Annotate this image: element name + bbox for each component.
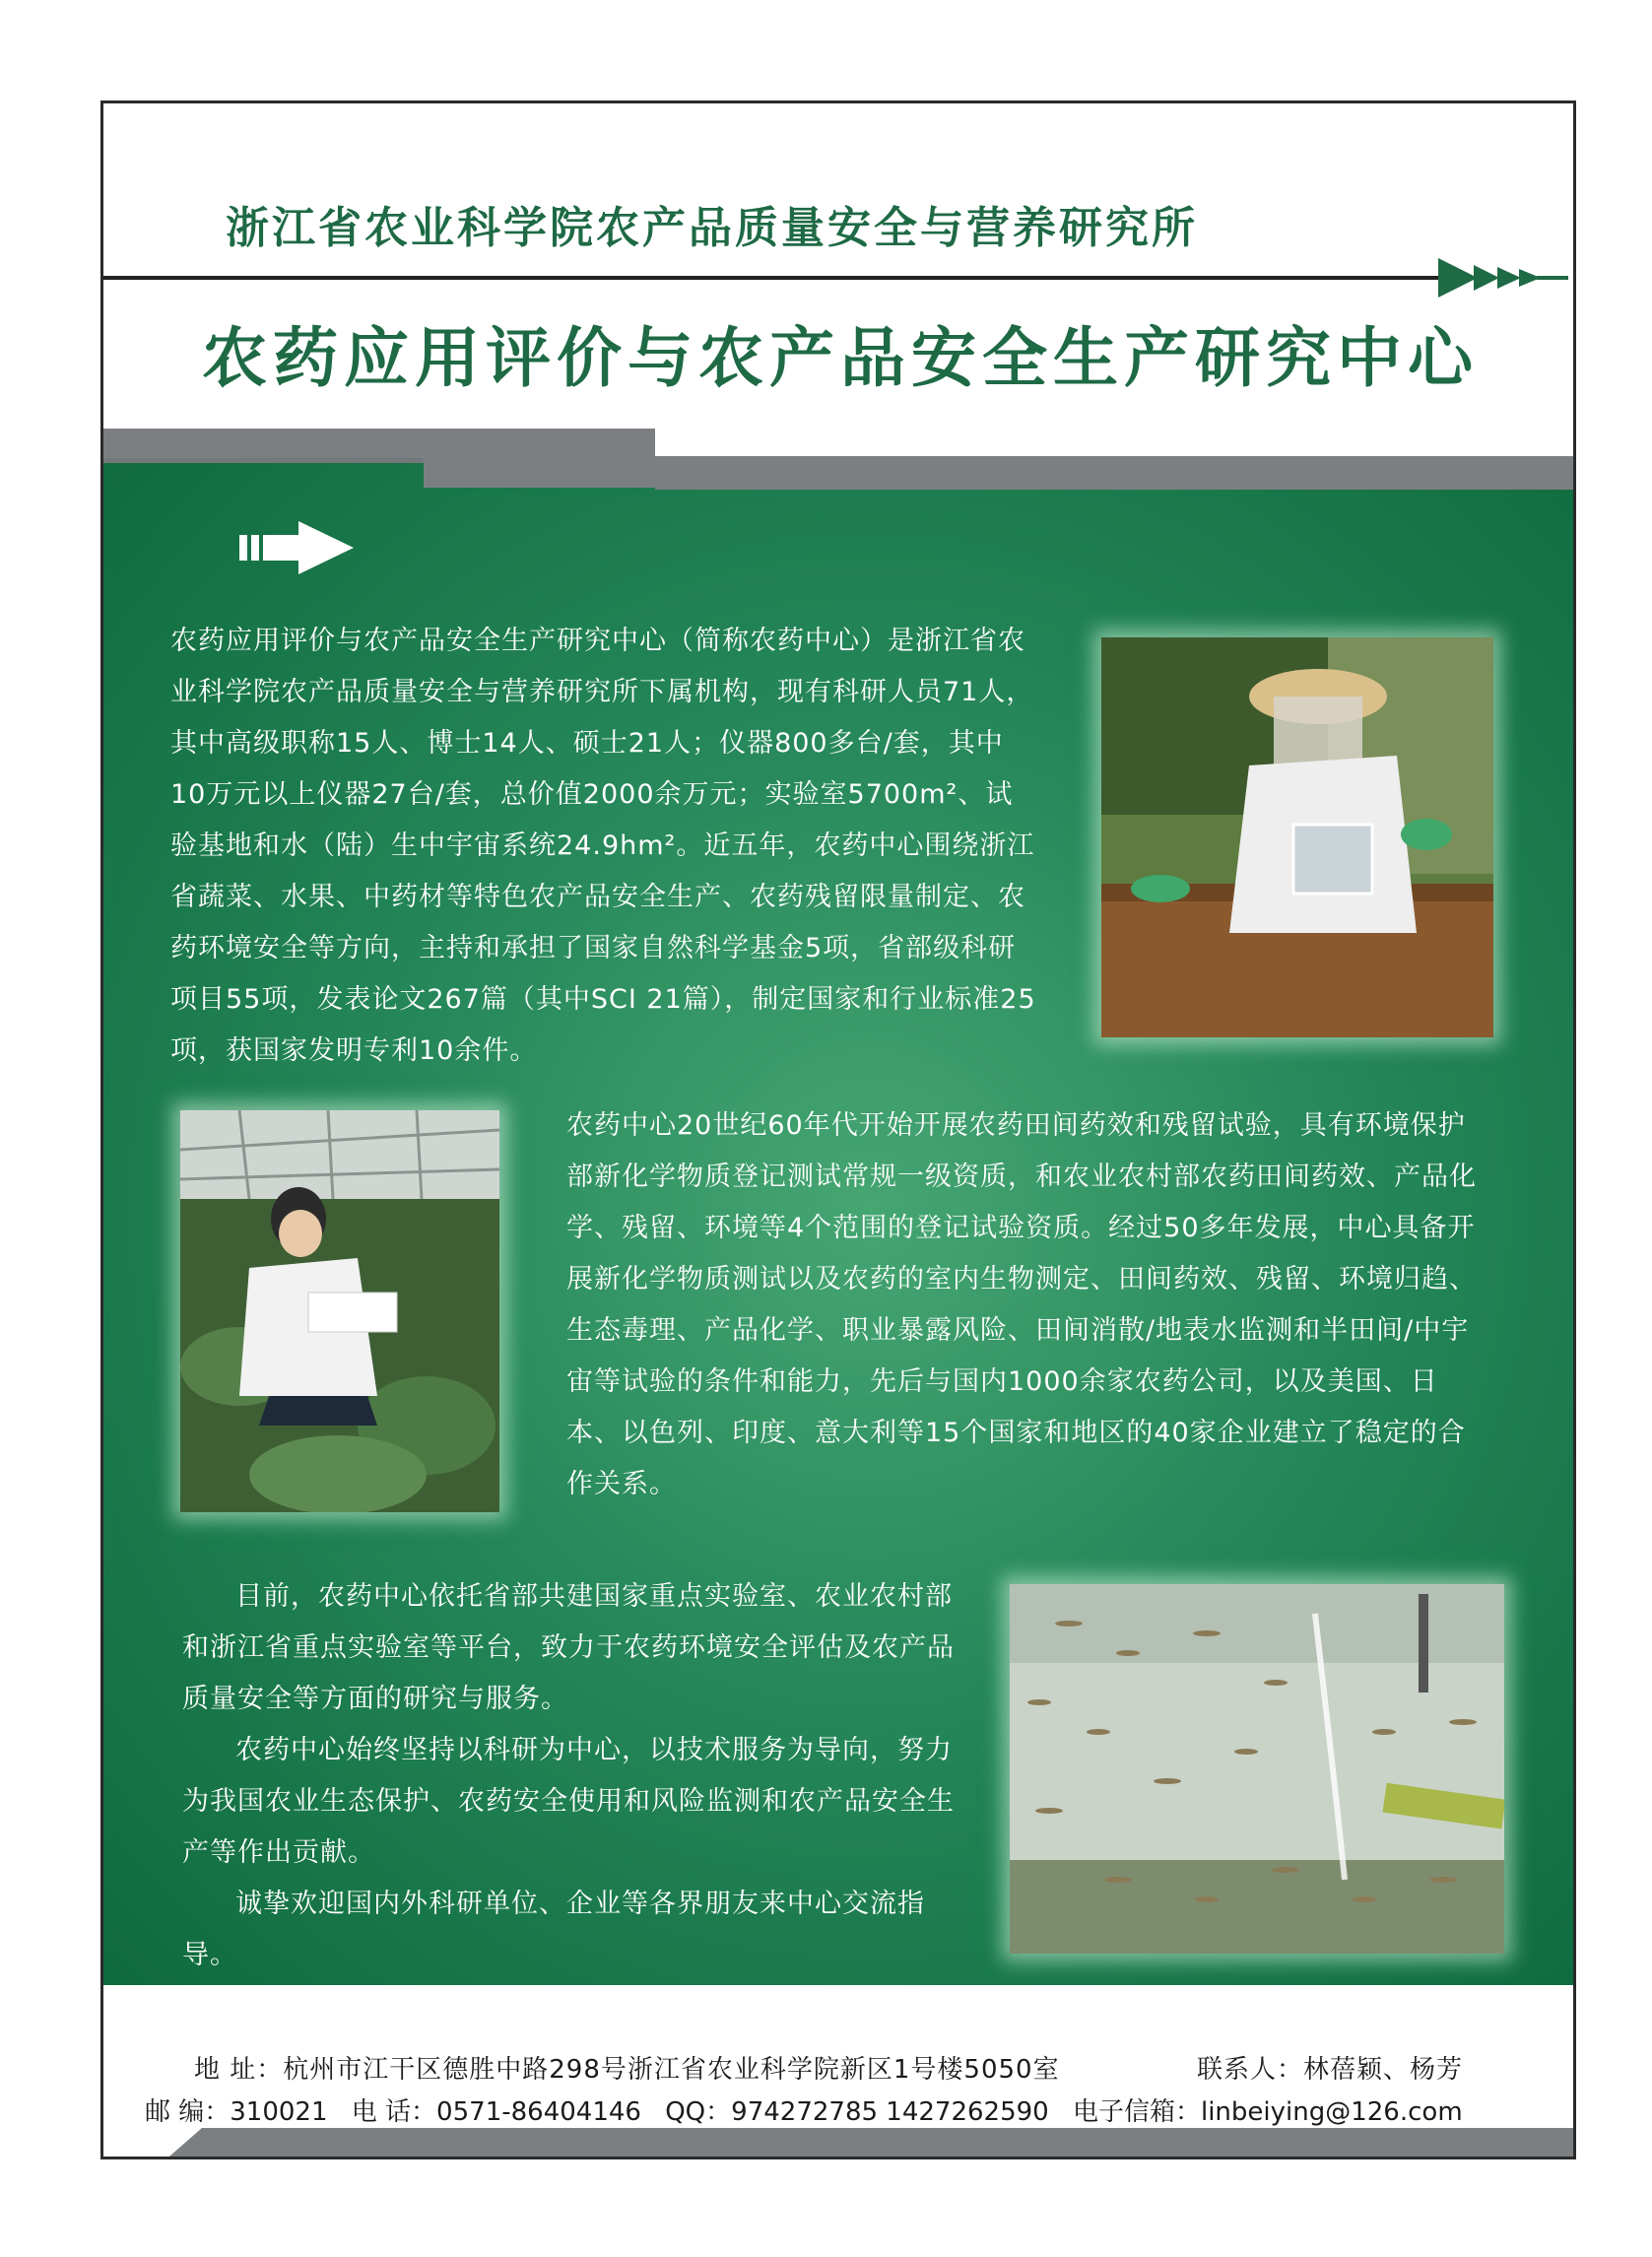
contact-person: 联系人：林蓓颖、杨芳 — [1197, 2055, 1464, 2085]
org-name: 浙江省农业科学院农产品质量安全与营养研究所 — [226, 203, 1198, 253]
intro-paragraph: 农药应用评价与农产品安全生产研究中心（简称农药中心）是浙江省农业科学院农产品质量安全与营养研究所下属机构，现有科研人员71人，其中高级职称15人、博士14人、硕士21人；仪器800多台/套，其中10万元以上仪器27台/套，总价值2000余万元；实验室5700m²、试验基地和水（陆）生中宇宙系统24.9hm²。近五年，农药中心围绕浙江省蔬菜、水果、中药材等特色农产品安全生产、农药残留限量制定、农药环境安全等方向，主持和承担了国家自然科学基金5项，省部级科研项目55项，发表论文267篇（其中SCI 21篇），制定国家和行业标准25项，获国家发明专利10余件。 — [170, 626, 1036, 1066]
qq: QQ：974272785 1427262590 — [665, 2097, 1049, 2127]
bottom-gray-band — [103, 2128, 1576, 2159]
lab-worker-photo — [1101, 637, 1493, 1037]
greenhouse-photo — [180, 1110, 499, 1512]
address: 地 址：杭州市江干区德胜中路298号浙江省农业科学院新区1号楼5050室 — [194, 2055, 1060, 2085]
email: 电子信箱：linbeiying@126.com — [1072, 2097, 1463, 2127]
fish-tank-photo — [1010, 1584, 1504, 1954]
header-rule — [103, 276, 1458, 280]
gray-step-lower — [103, 453, 1576, 512]
arrow-rule-icon — [1438, 253, 1571, 302]
closing-paragraphs — [182, 1571, 975, 1981]
platform-paragraph: 目前，农药中心依托省部共建国家重点实验室、农业农村部和浙江省重点实验室等平台，致力于农药环境安全评估及农产品质量安全等方面的研究与服务。 — [182, 1581, 955, 1714]
poster-frame — [100, 100, 1576, 2159]
contact-info — [145, 2091, 1479, 2128]
phone: 电 话：0571-86404146 — [351, 2097, 641, 2127]
postcode: 邮 编：310021 — [145, 2097, 328, 2127]
history-paragraph: 农药中心20世纪60年代开始开展农药田间药效和残留试验，具有环境保护部新化学物质登记测试常规一级资质，和农业农村部农药田间药效、产品化学、残留、环境等4个范围的登记试验资质。经过50多年发展，中心具备开展新化学物质测试以及农药的室内生物测定、田间药效、残留、环境归趋、生态毒理、产品化学、职业暴露风险、田间消散/地表水监测和半田间/中宇宙等试验的条件和能力，先后与国内1000余家农药公司，以及美国、日本、以色列、印度、意大利等15个国家和地区的40家企业建立了稳定的合作关系。 — [566, 1110, 1477, 1499]
center-title: 农药应用评价与农产品安全生产研究中心 — [202, 320, 1479, 396]
welcome-paragraph: 诚挚欢迎国内外科研单位、企业等各界朋友来中心交流指导。 — [182, 1889, 925, 1970]
right-arrow-icon — [239, 517, 358, 576]
mission-paragraph: 农药中心始终坚持以科研为中心，以技术服务为导向，努力为我国农业生态保护、农药安全使用和风险监测和农产品安全生产等作出贡献。 — [182, 1735, 955, 1868]
